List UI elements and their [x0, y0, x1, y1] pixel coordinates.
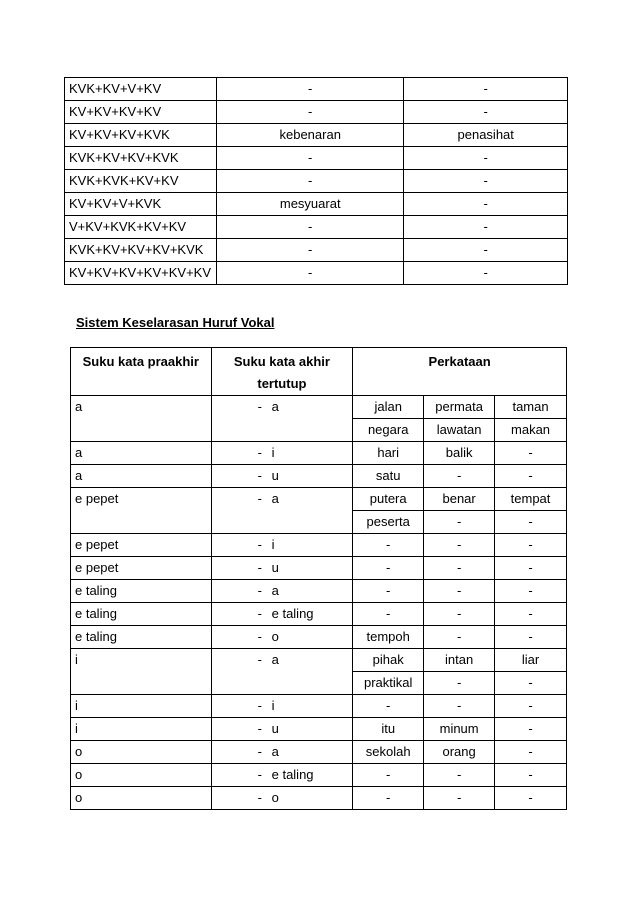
word-cell: - — [424, 787, 495, 810]
word-cell: hari — [353, 442, 424, 465]
word-cell: - — [495, 465, 567, 488]
word-cell: tempat — [495, 488, 567, 511]
pattern-cell: KV+KV+KV+KV+KV+KV — [65, 262, 217, 285]
word-cell: - — [495, 534, 567, 557]
table-row — [65, 124, 568, 147]
final-vowel: u — [271, 721, 279, 736]
final-cell — [211, 396, 353, 442]
final-vowel: a — [271, 744, 279, 759]
table-row — [71, 649, 567, 672]
word-cell: benar — [424, 488, 495, 511]
header-final-label: Suku kata akhir tertutup — [233, 354, 330, 391]
example-cell: - — [404, 239, 568, 262]
dash-mark: - — [257, 698, 262, 713]
table-row — [71, 534, 567, 557]
example-cell: - — [404, 78, 568, 101]
table-row — [71, 764, 567, 787]
word-cell: - — [353, 787, 424, 810]
penultimate-cell: i — [71, 695, 212, 718]
dash-mark: - — [257, 583, 262, 598]
header-words: Perkataan — [353, 348, 567, 396]
table-row — [71, 626, 567, 649]
pattern-cell: KV+KV+KV+KV — [65, 101, 217, 124]
vowel-harmony-table — [70, 347, 567, 810]
word-cell: itu — [353, 718, 424, 741]
table-row — [65, 170, 568, 193]
final-cell — [211, 488, 353, 534]
word-cell: - — [424, 695, 495, 718]
example-cell: penasihat — [404, 124, 568, 147]
penultimate-cell: o — [71, 741, 212, 764]
final-cell — [211, 557, 353, 580]
example-cell: - — [404, 170, 568, 193]
table-row — [71, 488, 567, 511]
word-cell: makan — [495, 419, 567, 442]
word-cell: - — [424, 672, 495, 695]
final-vowel: o — [271, 790, 279, 805]
dash-mark: - — [257, 767, 262, 782]
word-cell: - — [495, 511, 567, 534]
example-cell: - — [216, 170, 403, 193]
penultimate-cell: e taling — [71, 603, 212, 626]
word-cell: minum — [424, 718, 495, 741]
final-cell — [211, 534, 353, 557]
final-cell — [211, 695, 353, 718]
word-cell: - — [424, 580, 495, 603]
example-cell: kebenaran — [216, 124, 403, 147]
dash-mark: - — [257, 468, 262, 483]
word-cell: - — [495, 718, 567, 741]
table-row — [71, 787, 567, 810]
pattern-cell: V+KV+KVK+KV+KV — [65, 216, 217, 239]
table-row — [71, 396, 567, 419]
table-row — [65, 193, 568, 216]
word-cell: orang — [424, 741, 495, 764]
word-cell: negara — [353, 419, 424, 442]
final-cell — [211, 580, 353, 603]
final-cell — [211, 649, 353, 695]
table-row — [71, 580, 567, 603]
final-vowel: i — [271, 537, 275, 552]
word-cell: - — [353, 764, 424, 787]
word-cell: permata — [424, 396, 495, 419]
example-cell: - — [404, 147, 568, 170]
final-vowel: e taling — [271, 606, 314, 621]
final-cell — [211, 603, 353, 626]
word-cell: intan — [424, 649, 495, 672]
word-cell: - — [424, 557, 495, 580]
penultimate-cell: a — [71, 442, 212, 465]
penultimate-cell: o — [71, 764, 212, 787]
example-cell: - — [216, 262, 403, 285]
penultimate-cell: e pepet — [71, 557, 212, 580]
example-cell: mesyuarat — [216, 193, 403, 216]
table-row — [71, 442, 567, 465]
table-row — [65, 262, 568, 285]
table-row — [71, 695, 567, 718]
word-cell: - — [424, 534, 495, 557]
word-cell: jalan — [353, 396, 424, 419]
final-cell — [211, 465, 353, 488]
syllable-pattern-table — [64, 77, 568, 285]
penultimate-cell: a — [71, 396, 212, 442]
penultimate-cell: e taling — [71, 580, 212, 603]
word-cell: pihak — [353, 649, 424, 672]
word-cell: - — [495, 580, 567, 603]
example-cell: - — [216, 78, 403, 101]
dash-mark: - — [257, 537, 262, 552]
final-vowel: a — [271, 399, 279, 414]
section-heading: Sistem Keselarasan Huruf Vokal — [76, 315, 275, 330]
example-cell: - — [216, 216, 403, 239]
penultimate-cell: a — [71, 465, 212, 488]
table-row — [71, 557, 567, 580]
dash-mark: - — [257, 629, 262, 644]
final-vowel: e taling — [271, 767, 314, 782]
word-cell: balik — [424, 442, 495, 465]
dash-mark: - — [257, 399, 262, 414]
example-cell: - — [216, 147, 403, 170]
example-cell: - — [404, 101, 568, 124]
example-cell: - — [404, 216, 568, 239]
table-row — [71, 603, 567, 626]
word-cell: peserta — [353, 511, 424, 534]
table-row — [71, 741, 567, 764]
dash-mark: - — [257, 560, 262, 575]
word-cell: - — [424, 626, 495, 649]
penultimate-cell: e pepet — [71, 534, 212, 557]
final-vowel: o — [271, 629, 279, 644]
final-vowel: u — [271, 560, 279, 575]
header-row — [71, 348, 567, 396]
word-cell: - — [495, 787, 567, 810]
dash-mark: - — [257, 445, 262, 460]
word-cell: - — [353, 557, 424, 580]
final-vowel: a — [271, 652, 279, 667]
word-cell: - — [495, 442, 567, 465]
penultimate-cell: o — [71, 787, 212, 810]
final-cell — [211, 787, 353, 810]
table-row — [65, 216, 568, 239]
final-vowel: i — [271, 445, 275, 460]
final-cell — [211, 764, 353, 787]
dash-mark: - — [257, 652, 262, 667]
table-row — [65, 239, 568, 262]
final-cell — [211, 442, 353, 465]
word-cell: - — [353, 603, 424, 626]
word-cell: liar — [495, 649, 567, 672]
word-cell: - — [424, 764, 495, 787]
table-row — [71, 718, 567, 741]
dash-mark: - — [257, 721, 262, 736]
pattern-cell: KVK+KV+KV+KVK — [65, 147, 217, 170]
word-cell: lawatan — [424, 419, 495, 442]
word-cell: sekolah — [353, 741, 424, 764]
final-vowel: a — [271, 583, 279, 598]
table-row — [71, 465, 567, 488]
dash-mark: - — [257, 491, 262, 506]
penultimate-cell: i — [71, 649, 212, 695]
word-cell: - — [353, 695, 424, 718]
final-vowel: u — [271, 468, 279, 483]
penultimate-cell: e pepet — [71, 488, 212, 534]
example-cell: - — [216, 101, 403, 124]
word-cell: tempoh — [353, 626, 424, 649]
word-cell: - — [495, 557, 567, 580]
final-cell — [211, 626, 353, 649]
pattern-cell: KV+KV+V+KVK — [65, 193, 217, 216]
table-row — [65, 78, 568, 101]
pattern-cell: KV+KV+KV+KVK — [65, 124, 217, 147]
example-cell: - — [404, 262, 568, 285]
dash-mark: - — [257, 606, 262, 621]
example-cell: - — [404, 193, 568, 216]
header-final — [211, 348, 353, 396]
word-cell: - — [495, 741, 567, 764]
word-cell: - — [495, 626, 567, 649]
pattern-cell: KVK+KV+V+KV — [65, 78, 217, 101]
word-cell: putera — [353, 488, 424, 511]
pattern-cell: KVK+KV+KV+KV+KVK — [65, 239, 217, 262]
word-cell: - — [495, 764, 567, 787]
word-cell: satu — [353, 465, 424, 488]
dash-mark: - — [257, 744, 262, 759]
word-cell: - — [495, 672, 567, 695]
dash-mark: - — [257, 790, 262, 805]
word-cell: - — [424, 465, 495, 488]
penultimate-cell: e taling — [71, 626, 212, 649]
penultimate-cell: i — [71, 718, 212, 741]
word-cell: - — [495, 603, 567, 626]
final-vowel: i — [271, 698, 275, 713]
word-cell: - — [424, 511, 495, 534]
word-cell: - — [424, 603, 495, 626]
example-cell: - — [216, 239, 403, 262]
final-vowel: a — [271, 491, 279, 506]
word-cell: - — [353, 534, 424, 557]
word-cell: praktikal — [353, 672, 424, 695]
final-cell — [211, 741, 353, 764]
table-row — [65, 101, 568, 124]
header-penultimate: Suku kata praakhir — [71, 348, 212, 396]
word-cell: - — [353, 580, 424, 603]
table-row — [65, 147, 568, 170]
word-cell: taman — [495, 396, 567, 419]
pattern-cell: KVK+KVK+KV+KV — [65, 170, 217, 193]
word-cell: - — [495, 695, 567, 718]
final-cell — [211, 718, 353, 741]
